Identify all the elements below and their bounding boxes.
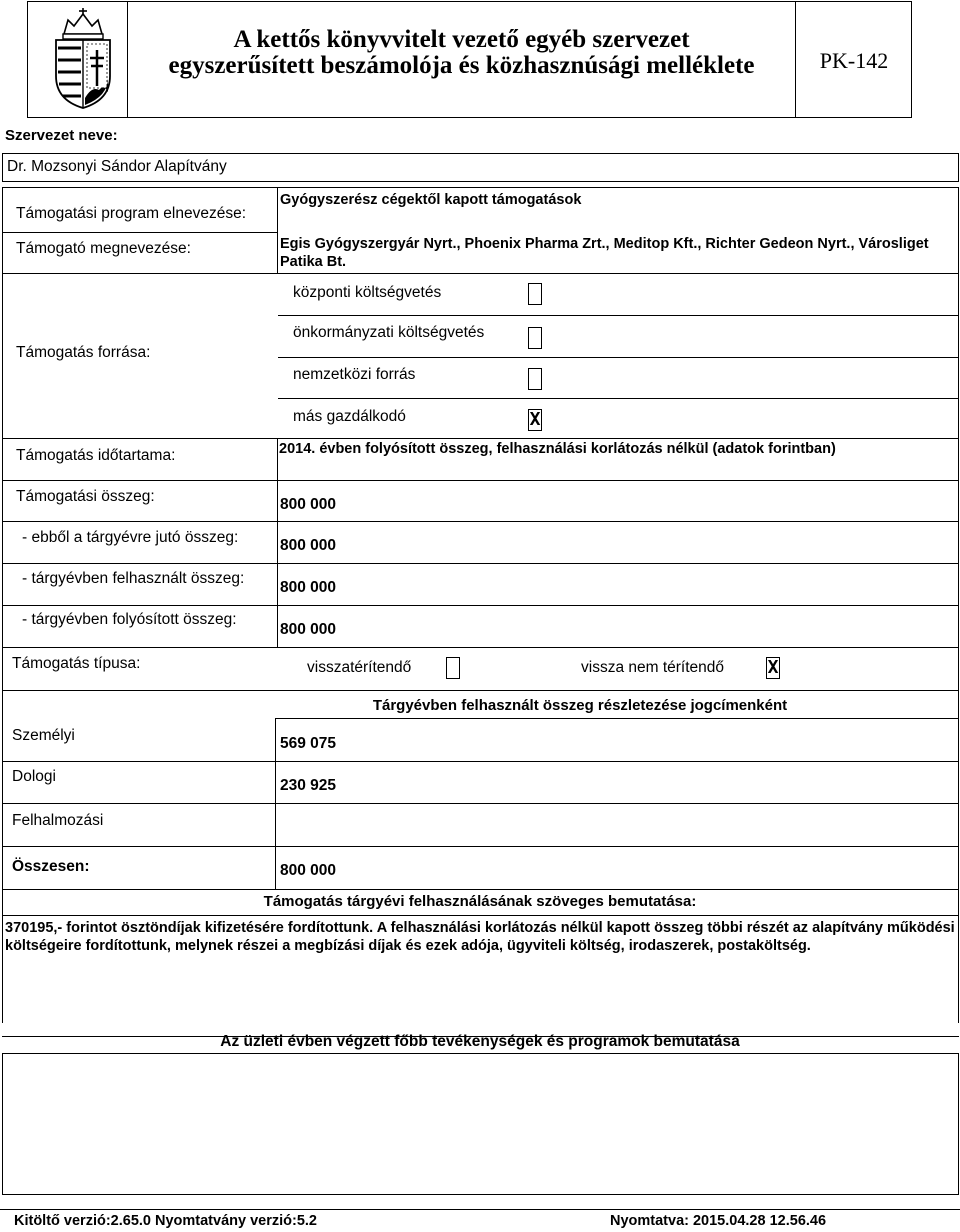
duration-label: Támogatás időtartama:: [16, 447, 176, 464]
form-title-line2: egyszerűsített beszámolója és közhasznúsági melléklete: [168, 52, 755, 79]
source-central-checkbox[interactable]: [528, 283, 542, 305]
usage-heading: Támogatás tárgyévi felhasználásának szöveges bemutatása:: [263, 893, 697, 910]
refundable-checkbox[interactable]: [446, 657, 460, 679]
supporter-label: Támogató megnevezése:: [16, 240, 191, 257]
footer-printed: Nyomtatva: 2015.04.28 12.56.46: [610, 1213, 827, 1229]
material-value[interactable]: 230 925: [280, 777, 337, 794]
total-amount-label: Támogatási összeg:: [16, 488, 155, 505]
material-label: Dologi: [12, 768, 56, 785]
paid-amount-label: - tárgyévben folyósított összeg:: [22, 611, 237, 628]
refundable-label: visszatérítendő: [307, 659, 412, 676]
org-name-value: Dr. Mozsonyi Sándor Alapítvány: [7, 158, 227, 175]
source-option-label: központi költségvetés: [293, 284, 442, 301]
year-amount-label: - ebből a tárgyévre jutó összeg:: [22, 529, 239, 546]
form-title: [128, 27, 795, 79]
support-type-label: Támogatás típusa:: [12, 655, 141, 672]
source-label: Támogatás forrása:: [16, 344, 151, 361]
paid-amount-value[interactable]: 800 000: [280, 621, 337, 638]
used-amount-value[interactable]: 800 000: [280, 579, 337, 596]
breakdown-total-value[interactable]: 800 000: [280, 862, 337, 879]
program-label: Támogatási program elnevezése:: [16, 205, 247, 222]
program-value: Gyógyszerész cégektől kapott támogatások: [280, 192, 582, 208]
source-other-business-checkbox[interactable]: X: [529, 409, 541, 430]
personal-label: Személyi: [12, 727, 75, 744]
supporter-value: Egis Gyógyszergyár Nyrt., Phoenix Pharma Zrt., Meditop Kft., Richter Gedeon Nyrt., Városliget Patika Bt.: [280, 236, 929, 270]
form-title-line1: A kettős könyvvitelt vezető egyéb szervezet: [233, 26, 690, 53]
footer-version: Kitöltő verzió:2.65.0 Nyomtatvány verzió:5.2: [14, 1213, 317, 1229]
form-code: PK-142: [819, 48, 889, 73]
used-amount-label: - tárgyévben felhasznált összeg:: [22, 570, 245, 587]
breakdown-heading: Tárgyévben felhasznált összeg részletezése jogcímenként: [372, 697, 788, 714]
source-municipal-checkbox[interactable]: [528, 327, 542, 349]
year-amount-value[interactable]: 800 000: [280, 537, 337, 554]
org-name-label: Szervezet neve:: [5, 127, 118, 144]
duration-value[interactable]: 2014. évben folyósított összeg, felhasználási korlátozás nélkül (adatok forintban): [279, 441, 836, 457]
coat-of-arms-logo: [50, 6, 116, 110]
source-option-label: önkormányzati költségvetés: [293, 324, 485, 341]
source-option-label: más gazdálkodó: [293, 408, 406, 425]
usage-text: 370195,- forintot ösztöndíjak kifizetésére fordítottunk. A felhasználási korlátozás nélkül kapott összeg többi részét az alapítvány működési költségeire fordítottunk, melynek részei a megbízási díjak és ezek adója, ügyviteli költség, irodaszerek, postaköltség.: [5, 920, 955, 954]
nonrefundable-label: vissza nem térítendő: [581, 659, 725, 676]
activities-text-field[interactable]: [2, 1053, 959, 1195]
activities-heading: Az üzleti évben végzett főbb tevékenységek és programok bemutatása: [220, 1033, 740, 1050]
nonrefundable-checkbox[interactable]: X: [767, 657, 779, 678]
source-international-checkbox[interactable]: [528, 368, 542, 390]
total-amount-value[interactable]: 800 000: [280, 496, 337, 513]
capital-label: Felhalmozási: [12, 812, 104, 829]
personal-value[interactable]: 569 075: [280, 735, 337, 752]
breakdown-total-label: Összesen:: [12, 858, 90, 875]
source-option-label: nemzetközi forrás: [293, 366, 416, 383]
